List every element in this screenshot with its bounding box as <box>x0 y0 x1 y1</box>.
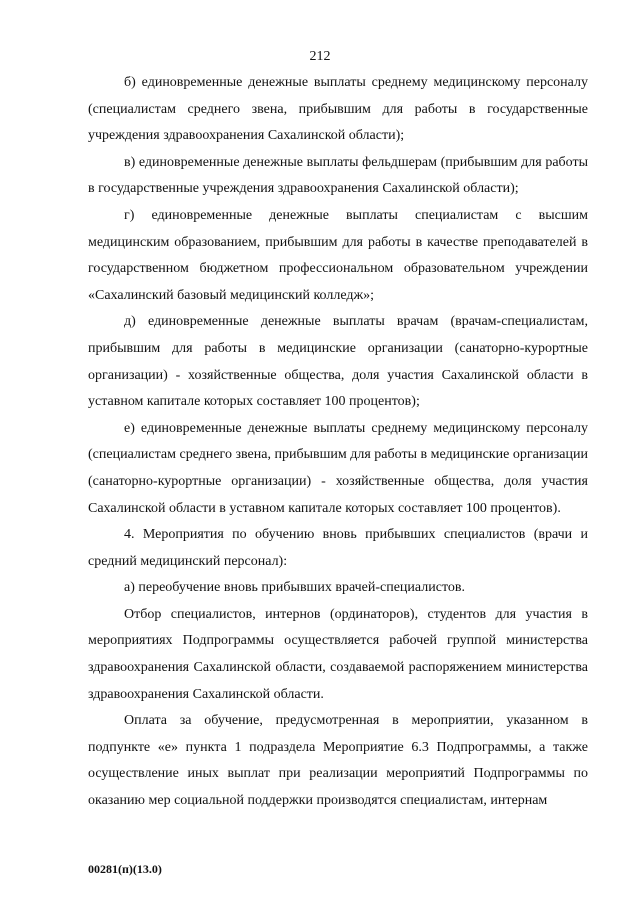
paragraph-payment-for-training: Оплата за обучение, предусмотренная в мероприятии, указанном в подпункте «е» пункта 1 подраздела Мероприятие 6.3 Подпрограммы, а также осуществление иных выплат при реализации мероприятий Подпрограммы по оказанию мер социальной поддержки производятся специалистам, интернам <box>88 713 588 809</box>
paragraph-a-retraining: а) переобучение вновь прибывших врачей-специалистов. <box>124 580 465 596</box>
document-code: 00281(п)(13.0) <box>88 862 162 876</box>
paragraph-selection: Отбор специалистов, интернов (ординаторов), студентов для участия в мероприятиях Подпрограммы осуществляется рабочей группой министерства здравоохранения Сахалинской области, создаваемой распоряжением министерства здравоохранения Сахалинской области. <box>88 606 588 702</box>
paragraph-v-paramedics-payments: в) единовременные денежные выплаты фельдшерам (прибывшим для работы в государственные учреждения здравоохранения Сахалинской области); <box>88 154 588 197</box>
paragraph-g-teachers-payments: г) единовременные денежные выплаты специалистам с высшим медицинским образованием, прибывшим для работы в качестве преподавателей в государственном бюджетном профессиональном образовательном учреждении «Сахалинский базовый медицинский колледж»; <box>88 207 588 303</box>
document-body <box>88 70 588 815</box>
paragraph-e-nurses-sanatorium-payments: е) единовременные денежные выплаты среднему медицинскому персоналу (специалистам среднего звена, прибывшим для работы в медицинские организации (санаторно-курортные организации) - хозяйственные общества, доля участия Сахалинской области в уставном капитале которых составляет 100 процентов). <box>88 420 588 516</box>
paragraph-4-training-measures: 4. Мероприятия по обучению вновь прибывших специалистов (врачи и средний медицинский персонал): <box>88 527 588 569</box>
page-number: 212 <box>309 49 331 64</box>
paragraph-b-nurses-payments: б) единовременные денежные выплаты среднему медицинскому персоналу (специалистам среднего звена, прибывшим для работы в государственные учреждения здравоохранения Сахалинской области); <box>88 75 588 144</box>
paragraph-d-doctors-payments: д) единовременные денежные выплаты врачам (врачам-специалистам, прибывшим для работы в медицинские организации (санаторно-курортные организации) - хозяйственные общества, доля участия Сахалинской области в уставном капитале которых составляет 100 процентов); <box>88 314 588 410</box>
